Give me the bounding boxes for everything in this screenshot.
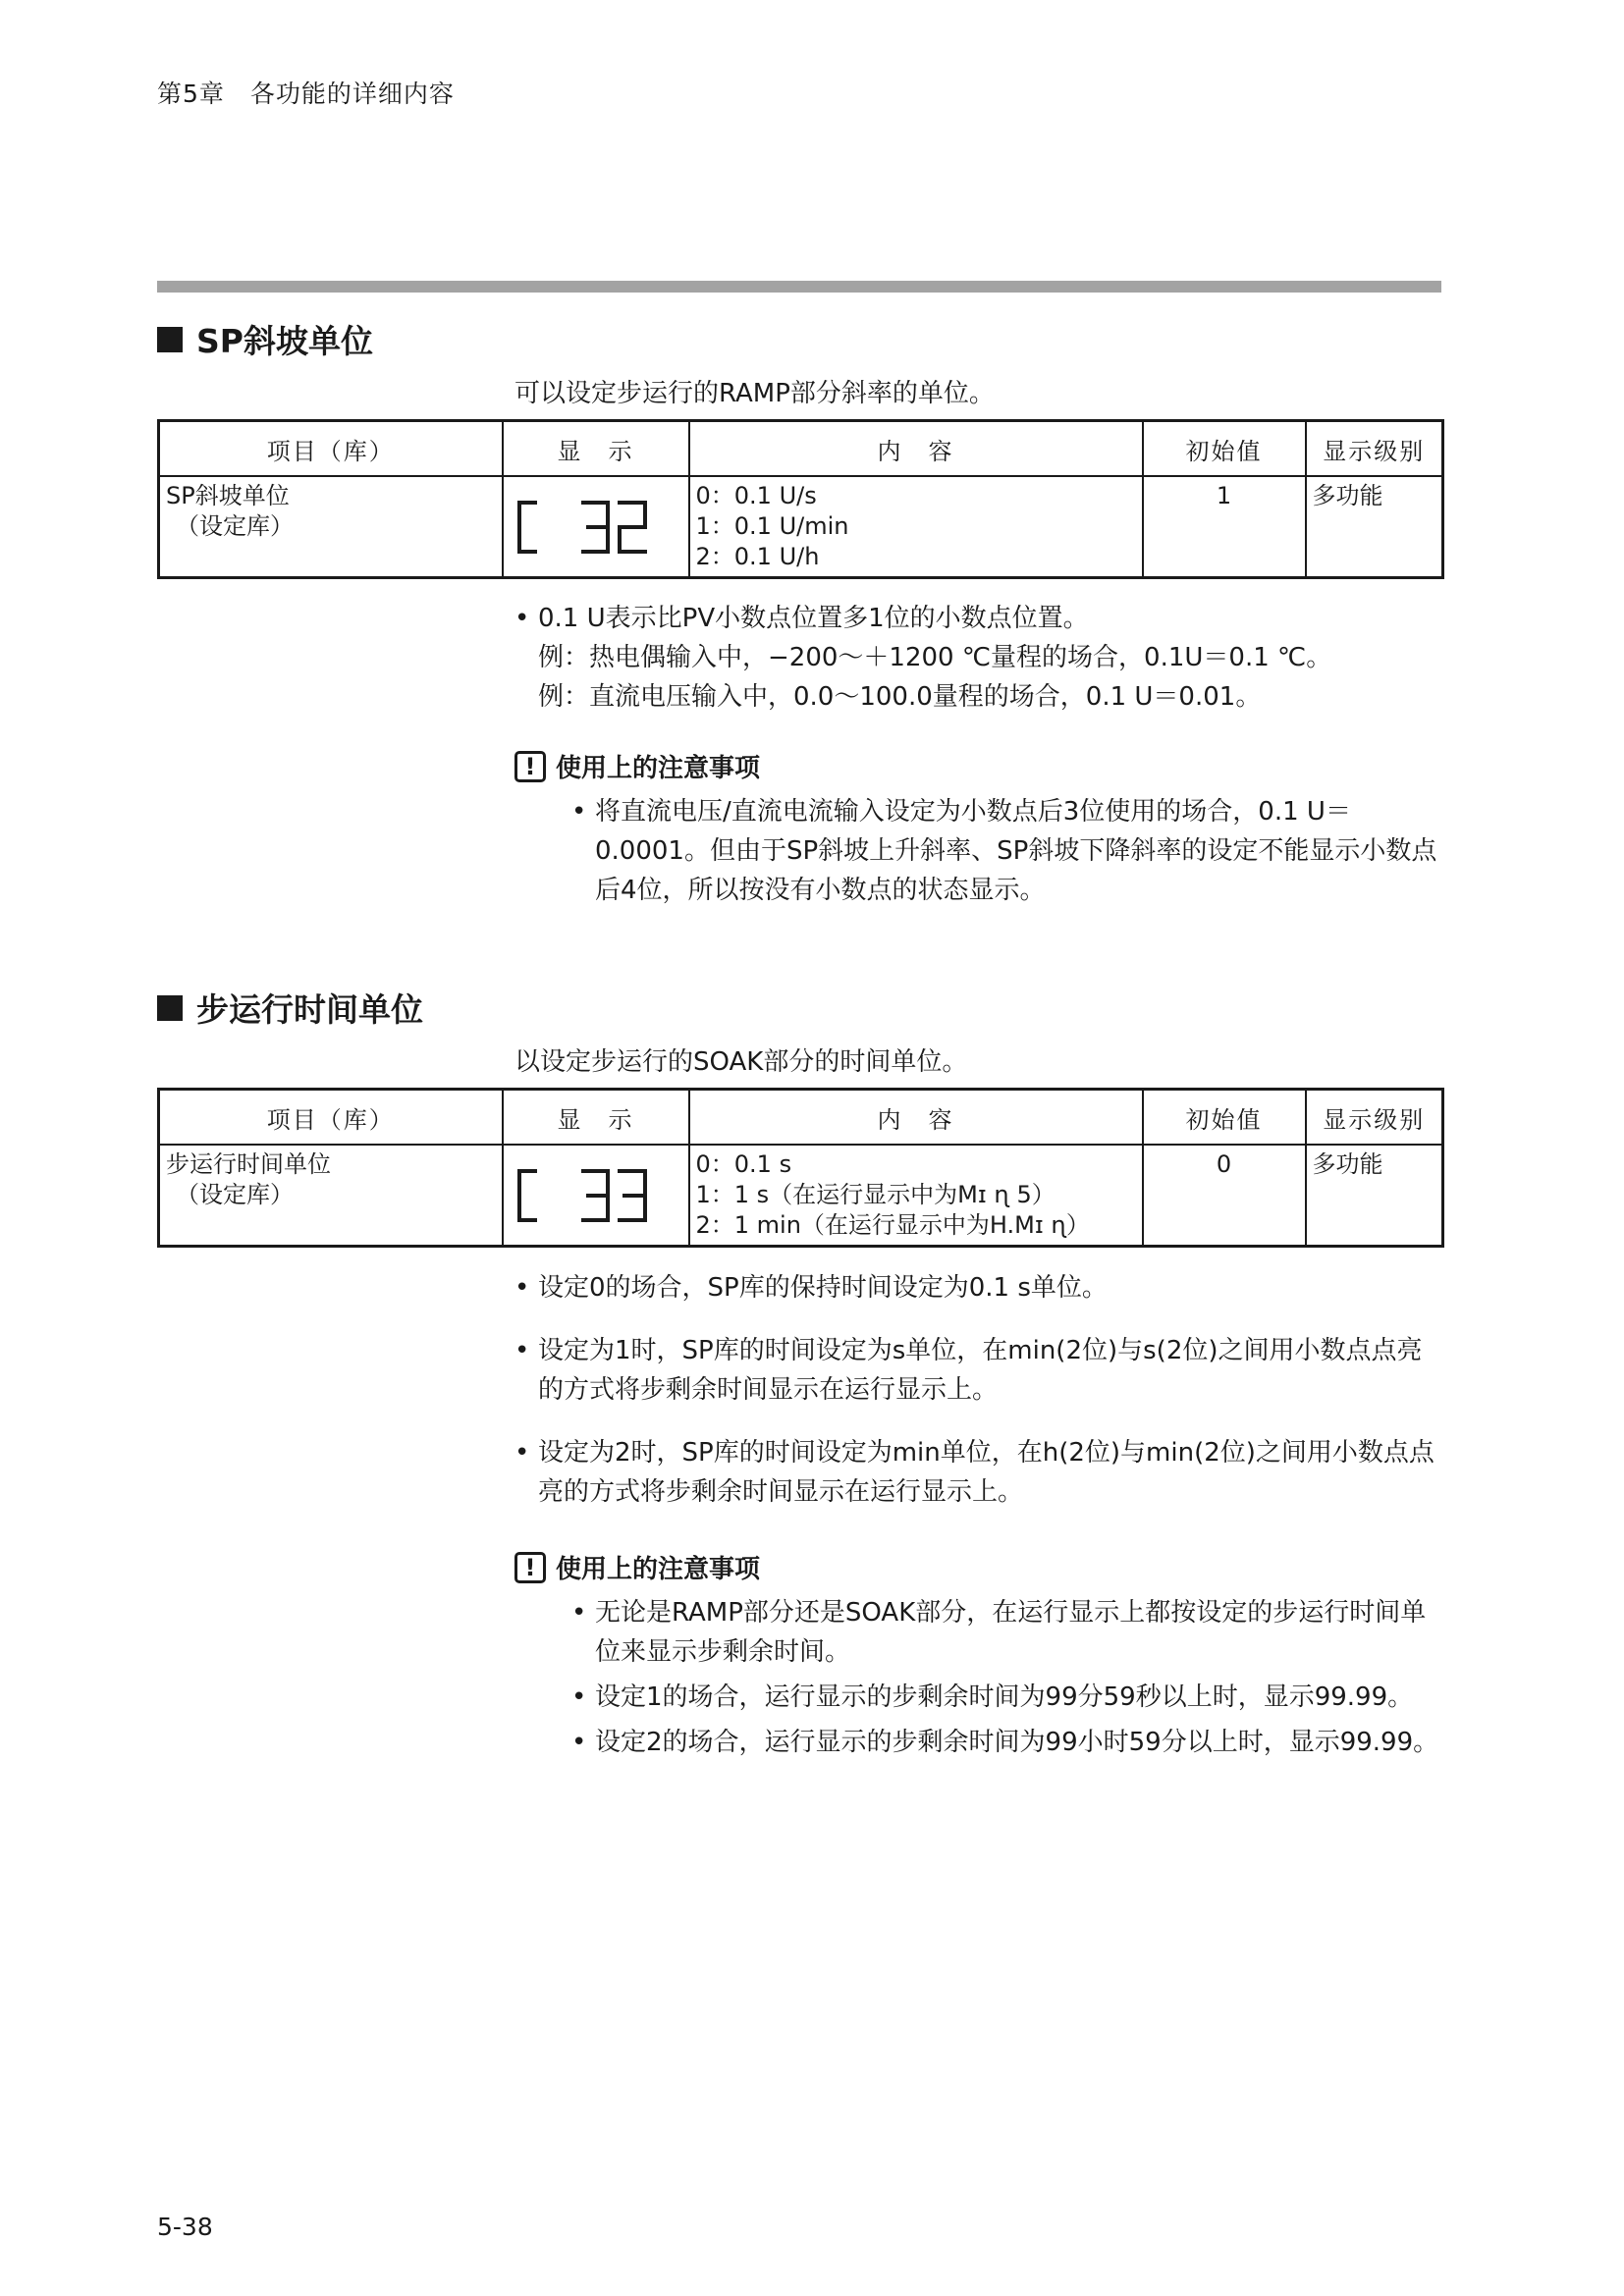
header-display: 显 示 [503,421,689,477]
section-rule [157,281,1441,293]
parameter-table [157,1088,1444,1248]
header-level: 显示级别 [1306,1090,1443,1146]
table-row [159,1145,1443,1247]
header-content: 内 容 [689,1090,1143,1146]
note-item: • 设定为1时，SP库的时间设定为s单位，在min(2位)与s(2位)之间用小数点点亮的方式将步剩余时间显示在运行显示上。 [514,1331,1443,1410]
display-cell [503,476,689,578]
initial-value: 0 [1143,1145,1306,1247]
note-example: 例：热电偶输入中，−200～＋1200 ℃量程的场合，0.1U＝0.1 ℃。 [538,643,1332,672]
parameter-table [157,419,1444,579]
notes-list [514,1268,1443,1512]
content-cell [689,1145,1143,1247]
caution-item: • 无论是RAMP部分还是SOAK部分，在运行显示上都按设定的步运行时间单位来显示步剩余时间。 [571,1593,1443,1672]
caution-title: 使用上的注意事项 [556,1555,761,1584]
section-title-text: SP斜坡单位 [196,322,373,360]
content-cell [689,476,1143,578]
header-initial: 初始值 [1143,1090,1306,1146]
header-level: 显示级别 [1306,421,1443,477]
note-item: • 设定0的场合，SP库的保持时间设定为0.1 s单位。 [514,1268,1443,1308]
header-item: 项目（库） [159,421,503,477]
content-line: 0：0.1 U/s [695,482,817,509]
item-name: 步运行时间单位 [166,1150,331,1178]
content-line: 2：0.1 U/h [695,543,820,570]
exclamation-icon: ! [514,1552,546,1583]
page-number: 5-38 [157,2213,213,2241]
item-cell [159,476,503,578]
content-line: 1：1 s（在运行显示中为Mɪ ɳ 5） [695,1181,1056,1208]
content-line: 1：0.1 U/min [695,512,849,540]
section-title-text: 步运行时间单位 [196,990,423,1029]
display-cell [503,1145,689,1247]
header-content: 内 容 [689,421,1143,477]
item-sub: （设定库） [176,512,294,540]
header-item: 项目（库） [159,1090,503,1146]
display-level: 多功能 [1306,476,1443,578]
note-item: • 设定为2时，SP库的时间设定为min单位，在h(2位)与min(2位)之间用小数点点亮的方式将步剩余时间显示在运行显示上。 [514,1433,1443,1512]
section-intro: 以设定步运行的SOAK部分的时间单位。 [514,1047,968,1077]
seven-segment-display-c33 [510,1149,677,1238]
chapter-header: 第5章 各功能的详细内容 [157,80,455,108]
note-item: • 0.1 U表示比PV小数点位置多1位的小数点位置。 [514,599,1331,638]
exclamation-icon: ! [514,751,546,782]
section-intro: 可以设定步运行的RAMP部分斜率的单位。 [514,379,995,408]
caution-item: • 设定1的场合，运行显示的步剩余时间为99分59秒以上时，显示99.99。 [571,1678,1443,1717]
caution-title: 使用上的注意事项 [556,754,761,783]
table-header-row [159,421,1443,477]
content-line: 0：0.1 s [695,1150,792,1178]
section-title-sp-ramp-unit [157,316,373,362]
header-display: 显 示 [503,1090,689,1146]
table-row [159,476,1443,578]
note-example: 例：直流电压输入中，0.0～100.0量程的场合，0.1 U＝0.01。 [538,682,1262,712]
header-initial: 初始值 [1143,421,1306,477]
square-bullet-icon [157,327,183,352]
content-line: 2：1 min（在运行显示中为H.Mɪ ɳ） [695,1211,1090,1239]
caution-box [514,748,1443,916]
initial-value: 1 [1143,476,1306,578]
caution-item: • 将直流电压/直流电流输入设定为小数点后3位使用的场合，0.1 U＝0.0001。但由于SP斜坡上升斜率、SP斜坡下降斜率的设定不能显示小数点后4位，所以按没有小数点的状态显示。 [571,792,1443,910]
caution-item: • 设定2的场合，运行显示的步剩余时间为99小时59分以上时，显示99.99。 [571,1723,1443,1762]
caution-box [514,1549,1443,1768]
table-header-row [159,1090,1443,1146]
square-bullet-icon [157,995,183,1021]
display-level: 多功能 [1306,1145,1443,1247]
item-cell [159,1145,503,1247]
item-name: SP斜坡单位 [166,482,290,509]
section-title-step-time-unit [157,985,423,1031]
seven-segment-display-c32 [510,481,677,569]
notes-list [514,599,1331,717]
item-sub: （设定库） [176,1181,294,1208]
